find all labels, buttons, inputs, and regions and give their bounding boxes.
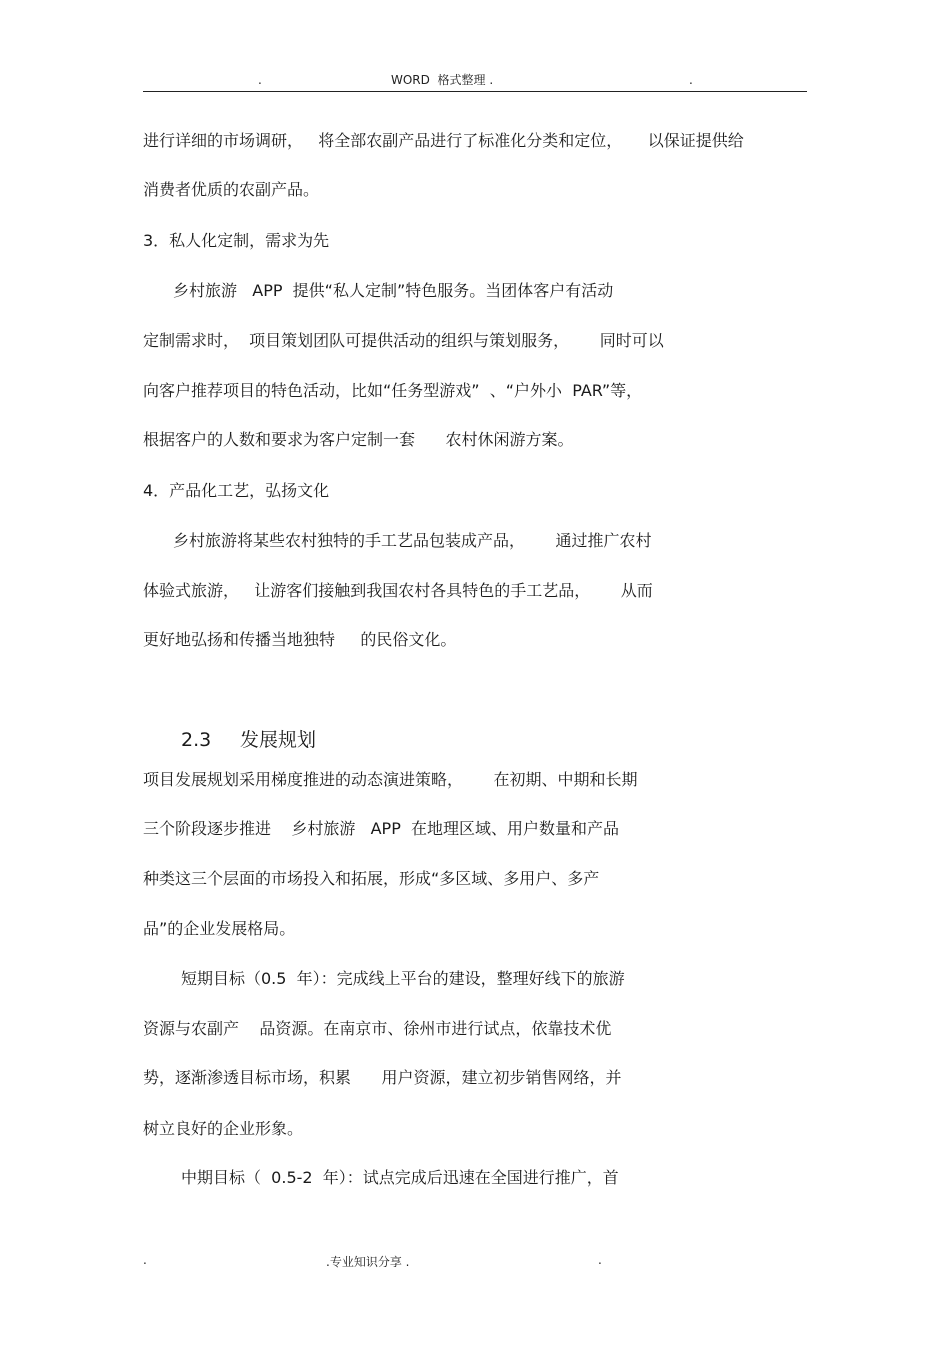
text-line: 乡村旅游将某些农村独特的手工艺品包装成产品， 通过推广农村	[173, 531, 652, 550]
footer-dot-left: .	[143, 1253, 147, 1267]
list-heading-4: 4．产品化工艺，弘扬文化	[143, 481, 330, 500]
text-line: 根据客户的人数和要求为客户定制一套 农村休闲游方案。	[143, 430, 574, 449]
footer-text: .专业知识分享 .	[326, 1255, 410, 1269]
text-line: 树立良好的企业形象。	[143, 1119, 304, 1138]
header-rule	[143, 91, 807, 92]
text-line: 资源与农副产 品资源。在南京市、徐州市进行试点，依靠技术优	[143, 1019, 612, 1038]
text-line: 进行详细的市场调研， 将全部农副产品进行了标准化分类和定位， 以保证提供给	[143, 131, 744, 150]
text-line: 定制需求时， 项目策划团队可提供活动的组织与策划服务， 同时可以	[143, 331, 664, 350]
text-line: 乡村旅游 APP 提供“私人定制”特色服务。当团体客户有活动	[173, 281, 614, 300]
text-line: 三个阶段逐步推进 乡村旅游 APP 在地理区域、用户数量和产品	[143, 819, 620, 838]
text-line: 势，逐渐渗透目标市场，积累 用户资源，建立初步销售网络，并	[143, 1068, 622, 1087]
text-line: 向客户推荐项目的特色活动，比如“任务型游戏” 、“户外小 PAR”等，	[143, 381, 643, 400]
text-line: 项目发展规划采用梯度推进的动态演进策略， 在初期、中期和长期	[143, 770, 638, 789]
header-dot-left: .	[258, 73, 262, 87]
text-line: 种类这三个层面的市场投入和拓展，形成“多区域、多用户、多产	[143, 869, 600, 888]
section-number: 2.3	[181, 729, 212, 751]
section-title: 发展规划	[240, 729, 317, 751]
header-title: WORD 格式整理 .	[391, 73, 494, 87]
text-line: 中期目标（ 0.5-2 年）：试点完成后迅速在全国进行推广，首	[181, 1168, 619, 1187]
text-line: 短期目标（0.5 年）：完成线上平台的建设，整理好线下的旅游	[181, 969, 625, 988]
footer-dot-right: .	[598, 1253, 602, 1267]
text-line: 更好地弘扬和传播当地独特 的民俗文化。	[143, 630, 457, 649]
header-dot-right: .	[689, 73, 693, 87]
text-line: 品”的企业发展格局。	[143, 919, 296, 938]
text-line: 消费者优质的农副产品。	[143, 180, 320, 199]
text-line: 体验式旅游， 让游客们接触到我国农村各具特色的手工艺品， 从而	[143, 581, 653, 600]
list-heading-3: 3．私人化定制，需求为先	[143, 231, 330, 250]
